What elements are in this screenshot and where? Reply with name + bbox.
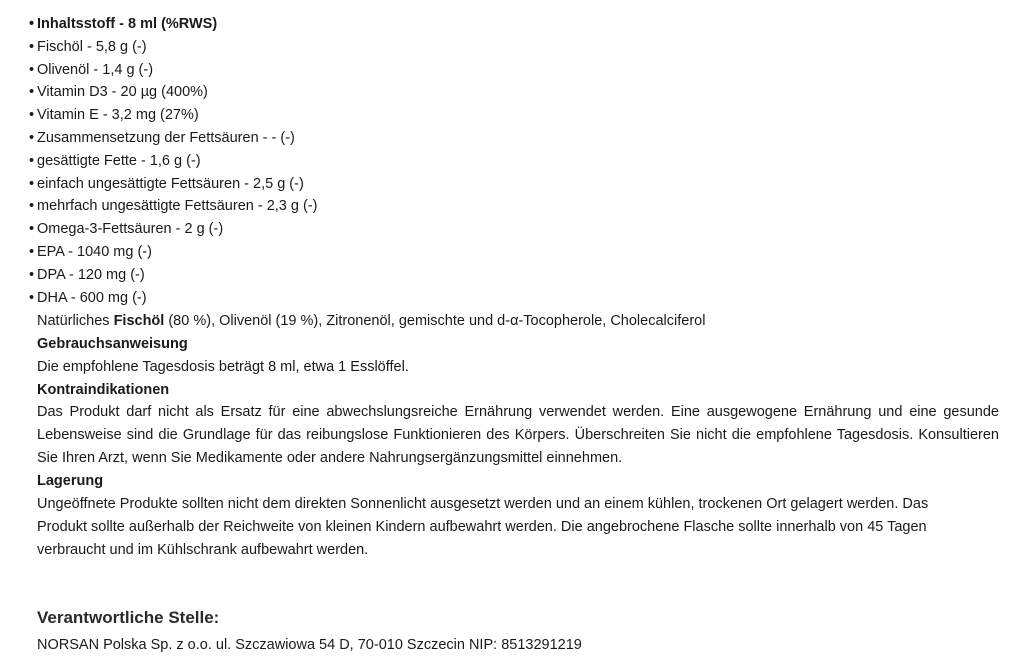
ingredients-highlight: Fischöl <box>113 313 165 329</box>
nutrient-item <box>29 195 317 218</box>
responsible-text: NORSAN Polska Sp. z o.o. ul. Szczawiowa 54 D, 70-010 Szczecin NIP: 8513291219 <box>37 637 582 653</box>
bullet-glyph: • <box>29 198 35 215</box>
bullet-glyph: • <box>29 107 35 124</box>
nutrient-item <box>29 287 317 310</box>
nutrient-item <box>29 81 317 104</box>
nutrient-item <box>29 59 317 82</box>
nutrient-item <box>29 150 317 173</box>
nutrient-item <box>29 264 317 287</box>
ingredients-text <box>37 310 1007 333</box>
nutrient-item-text: Vitamin E - 3,2 mg (27%) <box>37 107 199 124</box>
nutrient-item-text: gesättigte Fette - 1,6 g (-) <box>37 152 201 169</box>
nutrient-item-text: Omega-3-Fettsäuren - 2 g (-) <box>37 221 224 238</box>
nutrient-item-text: Vitamin D3 - 20 µg (400%) <box>37 84 208 101</box>
bullet-glyph: • <box>29 289 35 306</box>
bullet-glyph: • <box>29 243 35 260</box>
nutrient-item-text: einfach ungesättigte Fettsäuren - 2,5 g (-) <box>37 175 304 192</box>
nutrient-list-header <box>29 13 317 36</box>
responsible-heading: Verantwortliche Stelle: <box>37 608 220 627</box>
storage-text: Ungeöffnete Produkte sollten nicht dem direkten Sonnenlicht ausgesetzt werden und an einem kühlen, trockenen Ort gelagert werden. Das Produkt sollte außerhalb der Reichweite von kleinen Kindern aufbewahrt werden. Die angebrochene Flasche sollte innerhalb von 45 Tagen verbraucht und im Kühlschrank aufbewahrt werden. <box>37 496 929 558</box>
nutrient-item-text: EPA - 1040 mg (-) <box>37 243 152 260</box>
nutrient-list <box>29 13 317 309</box>
bullet-glyph: • <box>29 38 35 55</box>
bullet-glyph: • <box>29 16 35 32</box>
bullet-glyph: • <box>29 129 35 146</box>
bullet-glyph: • <box>29 266 35 283</box>
nutrient-item-text: Olivenöl - 1,4 g (-) <box>37 61 154 78</box>
ingredients-prefix: Natürliches <box>37 313 114 329</box>
bullet-glyph: • <box>29 175 35 192</box>
nutrient-item <box>29 241 317 264</box>
nutrient-item <box>29 36 317 59</box>
usage-text: Die empfohlene Tagesdosis beträgt 8 ml, etwa 1 Esslöffel. <box>37 359 409 375</box>
ingredients-rest: (80 %), Olivenöl (19 %), Zitronenöl, gemischte und d-α-Tocopherole, Cholecalciferol <box>164 313 706 329</box>
storage-heading: Lagerung <box>37 473 104 489</box>
nutrient-item <box>29 127 317 150</box>
nutrient-item-text: mehrfach ungesättigte Fettsäuren - 2,3 g (-) <box>37 198 318 215</box>
nutrient-item <box>29 173 317 196</box>
bullet-glyph: • <box>29 221 35 238</box>
nutrient-item-text: Fischöl - 5,8 g (-) <box>37 38 147 55</box>
nutrient-item-text: Zusammensetzung der Fettsäuren - - (-) <box>37 129 295 146</box>
bullet-glyph: • <box>29 61 35 78</box>
bullet-glyph: • <box>29 84 35 101</box>
contraindications-heading: Kontraindikationen <box>37 382 170 398</box>
nutrient-item <box>29 104 317 127</box>
nutrient-item-text: DHA - 600 mg (-) <box>37 289 147 306</box>
contraindications-text: Das Produkt darf nicht als Ersatz für eine abwechslungsreiche Ernährung verwendet werden. Eine ausgewogene Ernährung und eine gesunde Lebensweise sind die Grundlage für das reibungslose Funktionieren des Körpers. Überschreiten Sie nicht die empfohlene Tagesdosis. Konsultieren Sie Ihren Arzt, wenn Sie Medikamente oder andere Nahrungsergänzungsmittel einnehmen. <box>37 404 999 466</box>
nutrient-item-text: DPA - 120 mg (-) <box>37 266 145 283</box>
nutrient-header-text: Inhaltsstoff - 8 ml (%RWS) <box>37 16 218 32</box>
nutrient-item <box>29 218 317 241</box>
usage-heading: Gebrauchsanweisung <box>37 336 188 352</box>
bullet-glyph: • <box>29 152 35 169</box>
